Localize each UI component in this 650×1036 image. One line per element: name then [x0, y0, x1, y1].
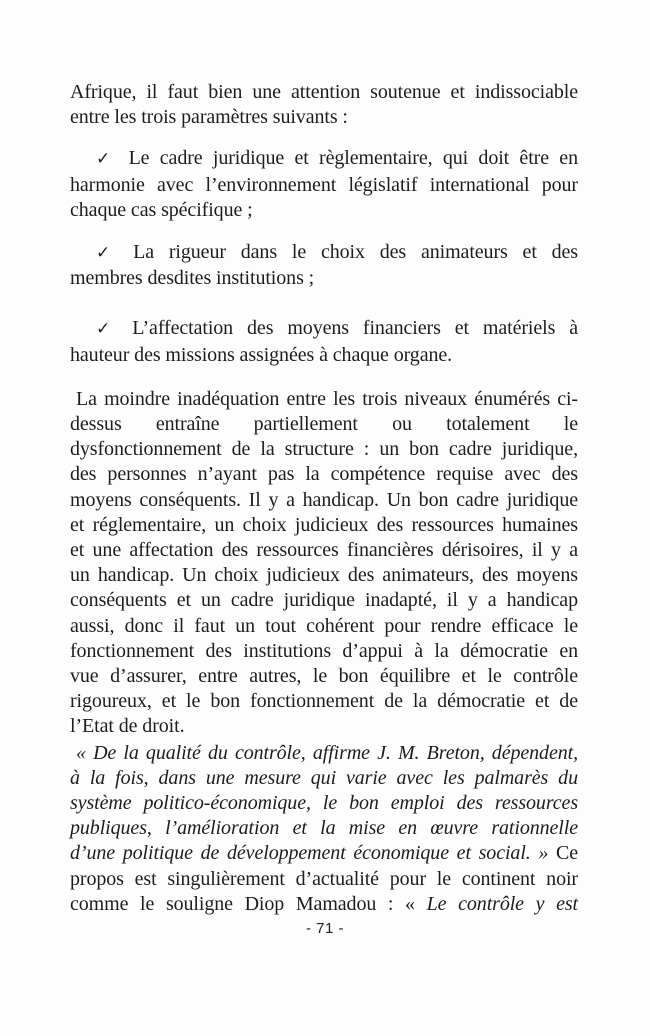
text-line — [70, 741, 578, 766]
text-line — [70, 198, 578, 223]
text-segment: rigoureux, et le bon fonctionnement de la démocratie et de — [70, 690, 578, 713]
text-line — [70, 173, 578, 198]
checkmark-icon: ✓ — [96, 319, 120, 340]
text-line — [70, 841, 578, 866]
text-line — [70, 105, 578, 130]
text-segment: d’une politique de développement économique et social. » — [70, 842, 549, 865]
paragraph-quote — [70, 741, 578, 917]
text-line — [70, 80, 578, 105]
text-segment: vue d’assurer, entre autres, le bon équilibre et le contrôle — [70, 665, 578, 688]
text-segment: comme le souligne Diop Mamadou : « — [70, 892, 427, 915]
text-line — [70, 240, 578, 266]
text-segment: « De la qualité du contrôle, affirme J. M. Breton, dépendent, — [76, 741, 578, 764]
text-line — [70, 513, 578, 538]
text-segment: à la fois, dans une mesure qui varie avec les palmarès du — [70, 766, 578, 789]
text-segment: chaque cas spécifique ; — [70, 198, 253, 221]
text-segment: Le cadre juridique et règlementaire, qui doit être en — [128, 147, 578, 170]
paragraph-bullet-rigueur — [70, 240, 578, 291]
text-line — [70, 664, 578, 689]
text-line — [70, 892, 578, 917]
text-segment: moyens conséquents. Il y a handicap. Un bon cadre juridique — [70, 488, 578, 511]
paragraph-bullet-cadre — [70, 146, 578, 223]
text-segment: Afrique, il faut bien une attention soutenue et indissociable — [70, 81, 578, 103]
text-line — [70, 266, 578, 291]
text-segment: L’affectation des moyens financiers et matériels à — [132, 317, 578, 340]
text-line — [70, 412, 578, 437]
text-segment: La rigueur dans le choix des animateurs et des — [133, 241, 578, 264]
text-segment: Ce — [548, 842, 578, 865]
text-segment: Le contrôle y est — [426, 892, 579, 915]
text-segment: aussi, donc il faut un tout cohérent pour rendre efficace le — [70, 614, 578, 637]
text-segment: harmonie avec l’environnement législatif international pour — [70, 173, 578, 196]
text-line — [70, 639, 578, 664]
text-line — [70, 714, 578, 739]
text-segment: et réglementaire, un choix judicieux des ressources humaines — [70, 513, 578, 536]
text-segment: entre les trois paramètres suivants : — [70, 106, 348, 129]
text-segment: système politico-économique, le bon emploi des ressources — [70, 792, 578, 815]
page-number: - 71 - — [305, 920, 344, 937]
text-segment: conséquents et un cadre juridique inadapté, il y a handicap — [70, 589, 578, 612]
paragraph-body — [70, 387, 578, 740]
paragraph-bullet-moyens — [70, 316, 578, 367]
paragraph-intro — [70, 80, 578, 130]
text-segment: propos est singulièrement d’actualité pour le continent noir — [70, 867, 578, 890]
text-segment: l’Etat de droit. — [70, 715, 185, 738]
text-line — [70, 146, 578, 172]
text-line — [70, 316, 578, 342]
text-line — [70, 343, 578, 368]
checkmark-icon: ✓ — [96, 149, 116, 170]
text-line — [70, 488, 578, 513]
text-line — [70, 689, 578, 714]
text-segment: hauteur des missions assignées à chaque organe. — [70, 343, 453, 366]
text-line — [70, 462, 578, 487]
text-segment: des personnes n’ayant pas la compétence requise avec des — [70, 463, 578, 486]
text-column — [70, 80, 578, 917]
text-line — [70, 387, 578, 412]
text-segment: dysfonctionnement de la structure : un bon cadre juridique, — [70, 438, 578, 461]
text-line — [70, 791, 578, 816]
text-segment: et une affectation des ressources financières dérisoires, il y a — [70, 539, 578, 562]
text-line — [70, 766, 578, 791]
text-line — [70, 816, 578, 841]
text-segment: fonctionnement des institutions d’appui à la démocratie en — [70, 639, 578, 662]
text-line — [70, 588, 578, 613]
text-line — [70, 867, 578, 892]
text-line — [70, 437, 578, 462]
text-segment: dessus entraîne partiellement ou totalement le — [70, 413, 578, 436]
text-segment: un handicap. Un choix judicieux des animateurs, des moyens — [70, 564, 578, 587]
text-line — [70, 614, 578, 639]
text-line — [70, 563, 578, 588]
checkmark-icon: ✓ — [96, 243, 121, 264]
text-segment: membres desdites institutions ; — [70, 267, 315, 290]
text-segment: publiques, l’amélioration et la mise en œuvre rationnelle — [70, 817, 578, 840]
text-line — [70, 538, 578, 563]
text-segment: La moindre inadéquation entre les trois niveaux énumérés ci- — [76, 387, 578, 410]
